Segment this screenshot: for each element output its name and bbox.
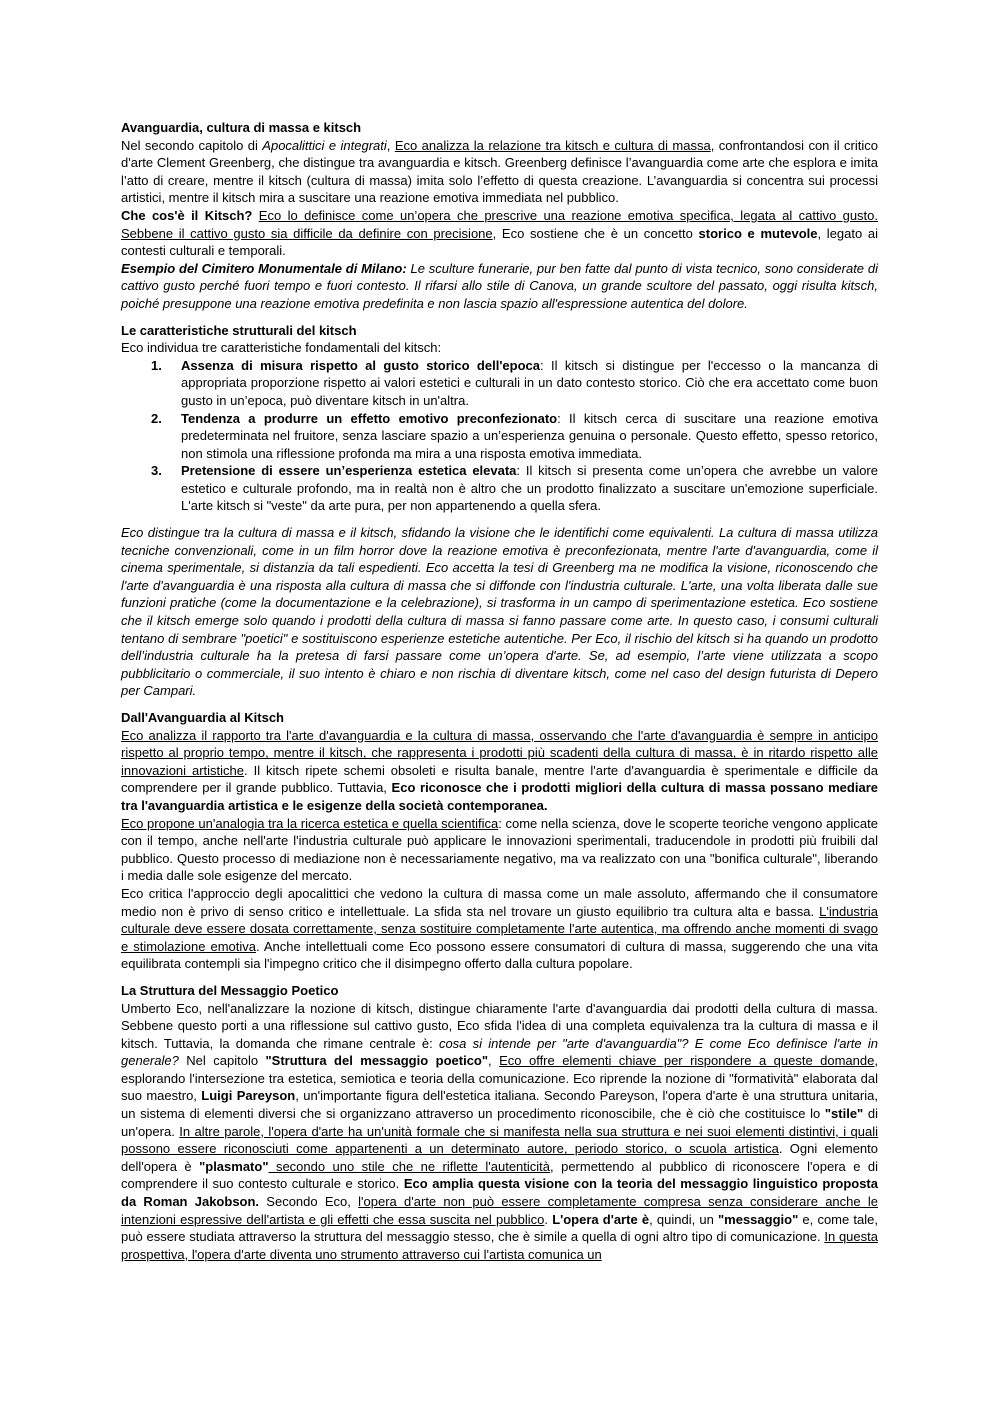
section-heading-caratteristiche: Le caratteristiche strutturali del kitsch [121,322,357,338]
list-item-text: Assenza di misura rispetto al gusto storico dell'epoca: Il kitsch si distingue per l'eccesso o la mancanza di appropriata proporzione rispetto ai valori estetici e culturali in un dato contesto storico. Ciò che era accettato come buon gusto in un’epoca, può diventare kitsch in un'altra. [181,357,879,408]
list-item [121,410,878,463]
paragraph-analogia: Eco propone un'analogia tra la ricerca estetica e quella scientifica: come nella scienza, dove le scoperte teoriche vengono applicate con il tempo, anche nell'arte l'industria culturale può applicare le innovazioni sperimentali, traducendole in prodotti più fruibili dal pubblico. Questo processo di mediazione non è necessariamente negativo, ma va realizzato con una "bonifica culturale", liberando i media dalle sole esigenze del mercato. [121,815,878,884]
paragraph-intro: Nel secondo capitolo di Apocalittici e integrati, Eco analizza la relazione tra kitsch e cultura di massa, confrontandosi con il critico d'arte Clement Greenberg, che distingue tra avanguardia e kitsch. Greenberg definisce l’avanguardia come arte che esplora e imita l’atto di creare, mentre il kitsch (cultura di massa) imita solo l’effetto di questa creazione. L’avanguardia si concentra sui processi artistici, mentre il kitsch mira a suscitare una reazione emotiva immediata nel pubblico. [121,137,878,206]
document-page [121,119,878,1263]
list-number: 1. [151,357,162,373]
list-number: 3. [151,463,162,479]
list-item-text: Tendenza a produrre un effetto emotivo preconfezionato: Il kitsch cerca di suscitare una reazione emotiva predeterminata nel fruitore, senza lasciare spazio a un’esperienza genuina o personale. Questo effetto, spesso retorico, non stimola una riflessione profonda ma mira a una risposta emotiva immediata. [181,410,878,461]
list-number: 2. [151,410,162,426]
paragraph-caratteristiche-intro: Eco individua tre caratteristiche fondamentali del kitsch: [121,340,442,356]
paragraph-che-cose-kitsch: Che cos'è il Kitsch? Eco lo definisce come un’opera che prescrive una reazione emotiva specifica, legata al cattivo gusto. Sebbene il cattivo gusto sia difficile da definire con precisione, Eco sostiene che è un concetto storico e mutevole, legato ai contesti culturali e temporali. [121,207,879,259]
list-item [121,462,878,515]
section-heading-avanguardia: Avanguardia, cultura di massa e kitsch [121,120,362,135]
paragraph-rapporto: Eco analizza il rapporto tra l'arte d'avanguardia e la cultura di massa, osservando che l'arte d'avanguardia è sempre in anticipo rispetto al proprio tempo, mentre il kitsch, che rappresenta i prodotti più scadenti della cultura di massa, è in ritardo rispetto alle innovazioni artistiche. Il kitsch ripete schemi obsoleti e risulta banale, mentre l'arte d'avanguardia è sperimentale e difficile da comprendere per il grande pubblico. Tuttavia, Eco riconosce che i prodotti migliori della cultura di massa possano mediare tra l'avanguardia artistica e le esigenze della società contemporanea. [121,727,878,813]
paragraph-cultura-massa-kitsch: Eco distingue tra la cultura di massa e il kitsch, sfidando la visione che le identifichi come equivalenti. La cultura di massa utilizza tecniche convenzionali, come in un film horror dove la reazione emotiva è preconfezionata, mentre l'arte d'avanguardia, come il cinema sperimentale, si distanzia da tali espedienti. Eco accetta la tesi di Greenberg ma ne modifica la visione, riconoscendo che l'arte d'avanguardia è una risposta alla cultura di massa che si diffonde con l'industria culturale. L'arte, una volta liberata dalle sue funzioni pratiche (come la documentazione e la celebrazione), si trasforma in un campo di sperimentazione estetica. Eco sostiene che il kitsch emerge solo quando i prodotti della cultura di massa si fanno passare come arte. In questo caso, i consumi culturali tentano di sembrare "poetici" e sostituiscono esperienze estetiche autentiche. Per Eco, il rischio del kitsch si ha quando un prodotto dell’industria culturale ha la pretesa di farsi passare come un’opera d'arte. Se, ad esempio, l’arte viene utilizzata a scopo pubblicitario o commerciale, il suo intento è chiaro e non rischia di diventare kitsch, come nel caso del design futurista di Depero per Campari. [121,525,878,699]
paragraph-critica-apocalittici: Eco critica l'approccio degli apocalittici che vedono la cultura di massa come un male assoluto, affermando che il consumatore medio non è privo di senso critico e intellettuale. La sfida sta nel trovare un giusto equilibrio tra cultura alta e bassa. L'industria culturale deve essere dosata correttamente, senza sostituire completamente l'arte autentica, ma offrendo anche momenti di svago e stimolazione emotiva. Anche intellettuali come Eco possono essere consumatori di cultura di massa, suggerendo che una vita equilibrata contempli sia l'impegno critico che il disimpegno offerto dalla cultura popolare. [121,885,878,972]
caratteristiche-list [121,357,878,515]
section-heading-messaggio-poetico: La Struttura del Messaggio Poetico [121,982,339,998]
list-item-text: Pretensione di essere un’esperienza estetica elevata: Il kitsch si presenta come un’opera che avrebbe un valore estetico e culturale profondo, ma in realtà non è altro che un prodotto finalizzato a suscitare un'emozione superficiale. L'arte kitsch si "veste" da arte pura, per non appartenendo a quella sfera. [181,463,878,514]
paragraph-messaggio-poetico: Umberto Eco, nell'analizzare la nozione di kitsch, distingue chiaramente l'arte d'avanguardia dai prodotti della cultura di massa. Sebbene questo porti a una riflessione sul cattivo gusto, Eco sfida l'idea di una completa equivalenza tra la cultura di massa e il kitsch. Tuttavia, la domanda che rimane centrale è: cosa si intende per "arte d'avanguardia"? E come Eco definisce l'arte in generale? Nel capitolo "Struttura del messaggio poetico", Eco offre elementi chiave per rispondere a queste domande, esplorando l'intersezione tra estetica, semiotica e teoria della comunicazione. Eco riprende la nozione di "formatività" elaborata dal suo maestro, Luigi Pareyson, un'importante figura dell'estetica italiana. Secondo Pareyson, l'opera d'arte è una struttura unitaria, un sistema di elementi diversi che si organizzano attraverso un procedimento riconoscibile, che è ciò che costituisce lo "stile" di un'opera. In altre parole, l'opera d'arte ha un'unità formale che si manifesta nella sua struttura e nei suoi elementi distintivi, i quali possono essere riconosciuti come appartenenti a un determinato autore, periodo storico, o scuola artistica. Ogni elemento dell'opera è "plasmato" secondo uno stile che ne riflette l'autenticità, permettendo al pubblico di riconoscere l'opera e di comprendere il suo contesto culturale e storico. Eco amplia questa visione con la teoria del messaggio linguistico proposta da Roman Jakobson. Secondo Eco, l'opera d'arte non può essere completamente compresa senza considerare anche le intenzioni espressive dell'artista e gli effetti che essa suscita nel pubblico. L'opera d'arte è, quindi, un "messaggio" e, come tale, può essere studiata attraverso la struttura del messaggio stesso, che è simile a quella di ogni altro tipo di comunicazione. In questa prospettiva, l'opera d'arte diventa uno strumento attraverso cui l'artista comunica un [121,1000,879,1262]
section-heading-dall-avanguardia: Dall'Avanguardia al Kitsch [121,710,284,725]
paragraph-esempio-cimitero: Esempio del Cimitero Monumentale di Milano: Le sculture funerarie, pur ben fatte dal punto di vista tecnico, sono considerate di cattivo gusto perché fuori tempo e fuori contesto. Il rifarsi allo stile di Canova, un grande scultore del passato, oggi risulta kitsch, poiché presuppone una reazione emotiva predefinita e non lascia spazio all'espressione autentica del dolore. [121,260,878,311]
list-item [121,357,878,410]
